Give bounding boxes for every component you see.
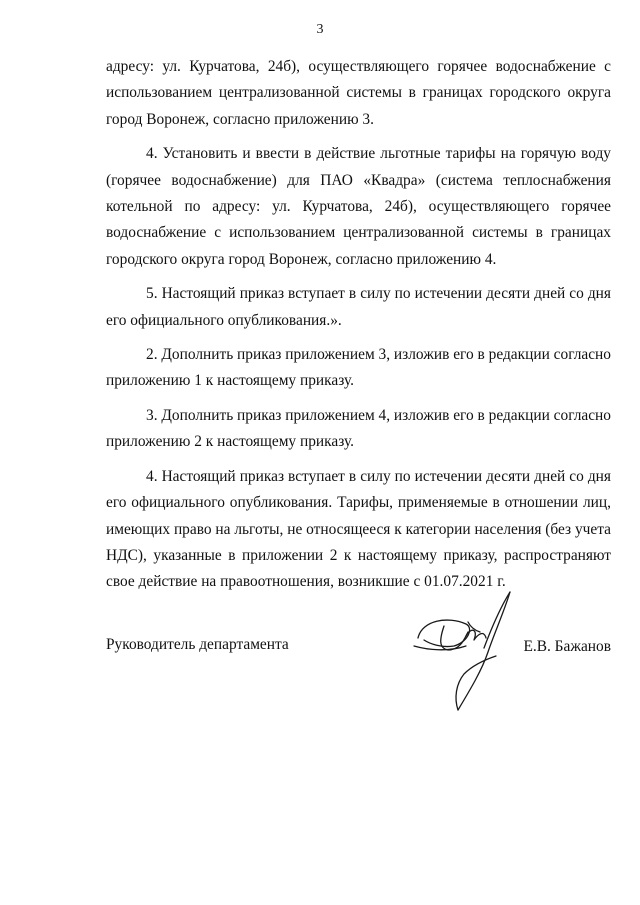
signatory-name: Е.В. Бажанов	[523, 638, 611, 655]
paragraph-item-3-appendix-4: 3. Дополнить приказ приложением 4, изложив его в редакции согласно приложению 2 к настоящему приказу.	[106, 406, 611, 451]
handwritten-signature-icon	[408, 586, 523, 721]
paragraph-item-2-appendix-3: 2. Дополнить приказ приложением 3, изложив его в редакции согласно приложению 1 к настоящему приказу.	[106, 346, 611, 390]
signatory-position: Руководитель департамента	[106, 636, 289, 653]
paragraph-continuation: адресу: ул. Курчатова, 24б), осуществляющего горячее водоснабжение с использованием централизованной системы в границах городского округа город Воронеж, согласно приложению 3.	[106, 58, 611, 128]
page-number: 3	[316, 22, 324, 37]
paragraph-item-4-preferential-tariffs: 4. Установить и ввести в действие льготные тарифы на горячую воду (горячее водоснабжение) для ПАО «Квадра» (система теплоснабжения котельной по адресу: ул. Курчатова, 24б), осуществляющего горячее водоснабжение с использованием централизованной системы в границах городского округа город Воронеж, согласно приложению 4.	[106, 145, 611, 268]
paragraph-item-5-effective-date: 5. Настоящий приказ вступает в силу по истечении десяти дней со дня его официального опубликования.».	[106, 285, 611, 329]
document-body	[106, 54, 611, 604]
signature-block	[106, 636, 611, 666]
paragraph-item-4-effective-date: 4. Настоящий приказ вступает в силу по истечении десяти дней со дня его официального опубликования. Тарифы, применяемые в отношении лиц, имеющих право на льготы, не относящееся к категории населения (без учета НДС), указанные в приложении 2 к настоящему приказу, распространяют свое действие на правоотношения, возникшие с 01.07.2021 г.	[106, 467, 611, 591]
